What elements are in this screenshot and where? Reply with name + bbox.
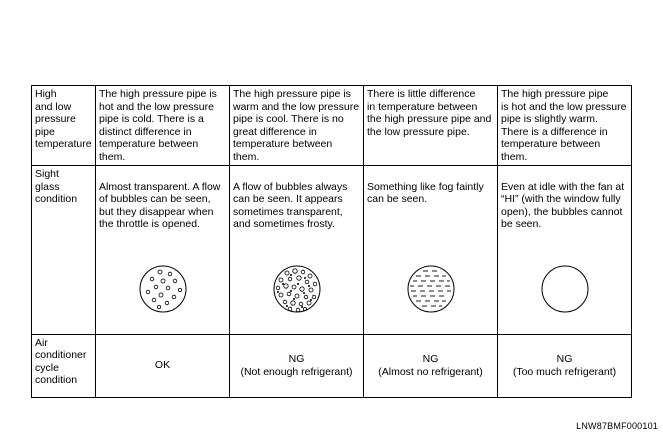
cycle-condition-ok: OK bbox=[96, 334, 230, 397]
sight-glass-text-4: Even at idle with the fan at “HI” (with the window fully open), the bubbles cannot be seen. bbox=[501, 180, 625, 230]
pipe-temperature-cell-1: The high pressure pipe is hot and the low pressure pipe is cold. There is a distinct difference in temperature between them. bbox=[96, 86, 230, 166]
row-header-cycle-condition: Air conditioner cycle condition bbox=[32, 334, 96, 397]
cycle-condition-too-much: NG (Too much refrigerant) bbox=[498, 334, 632, 397]
sight-glass-cell-3 bbox=[364, 166, 498, 335]
sight-glass-clear-icon bbox=[535, 259, 595, 319]
pipe-temperature-cell-3: There is little difference in temperature between the high pressure pipe and the low pressure pipe. bbox=[364, 86, 498, 166]
row-header-sight-glass: Sight glass condition bbox=[32, 166, 96, 335]
sight-glass-text-2: A flow of bubbles always can be seen. It appears sometimes transparent, and sometimes frosty. bbox=[233, 180, 348, 230]
sight-glass-frothy-bubbles-icon bbox=[267, 259, 327, 319]
sight-glass-cell-4 bbox=[498, 166, 632, 335]
pipe-temperature-cell-4: The high pressure pipe is hot and the low pressure pipe is slightly warm. There is a difference in temperature between them. bbox=[498, 86, 632, 166]
sight-glass-diagnosis-table bbox=[31, 85, 632, 398]
sight-glass-bubbles-icon bbox=[133, 259, 193, 319]
sight-glass-fog-icon bbox=[401, 259, 461, 319]
pipe-temperature-cell-2: The high pressure pipe is warm and the low pressure pipe is cool. There is no great difference in temperature between them. bbox=[230, 86, 364, 166]
cycle-condition-not-enough: NG (Not enough refrigerant) bbox=[230, 334, 364, 397]
pipe-temperature-row bbox=[32, 86, 632, 166]
sight-glass-row bbox=[32, 166, 632, 335]
sight-glass-text-1: Almost transparent. A flow of bubbles can be seen, but they disappear when the throttle is opened. bbox=[99, 180, 221, 230]
cycle-condition-row bbox=[32, 334, 632, 397]
sight-glass-cell-1 bbox=[96, 166, 230, 335]
figure-code: LNW87BMF000101 bbox=[576, 421, 658, 431]
sight-glass-text-3: Something like fog faintly can be seen. bbox=[367, 180, 484, 205]
row-header-pipe-temperature: High and low pressure pipe temperature bbox=[32, 86, 96, 166]
cycle-condition-almost-none: NG (Almost no refrigerant) bbox=[364, 334, 498, 397]
sight-glass-cell-2 bbox=[230, 166, 364, 335]
